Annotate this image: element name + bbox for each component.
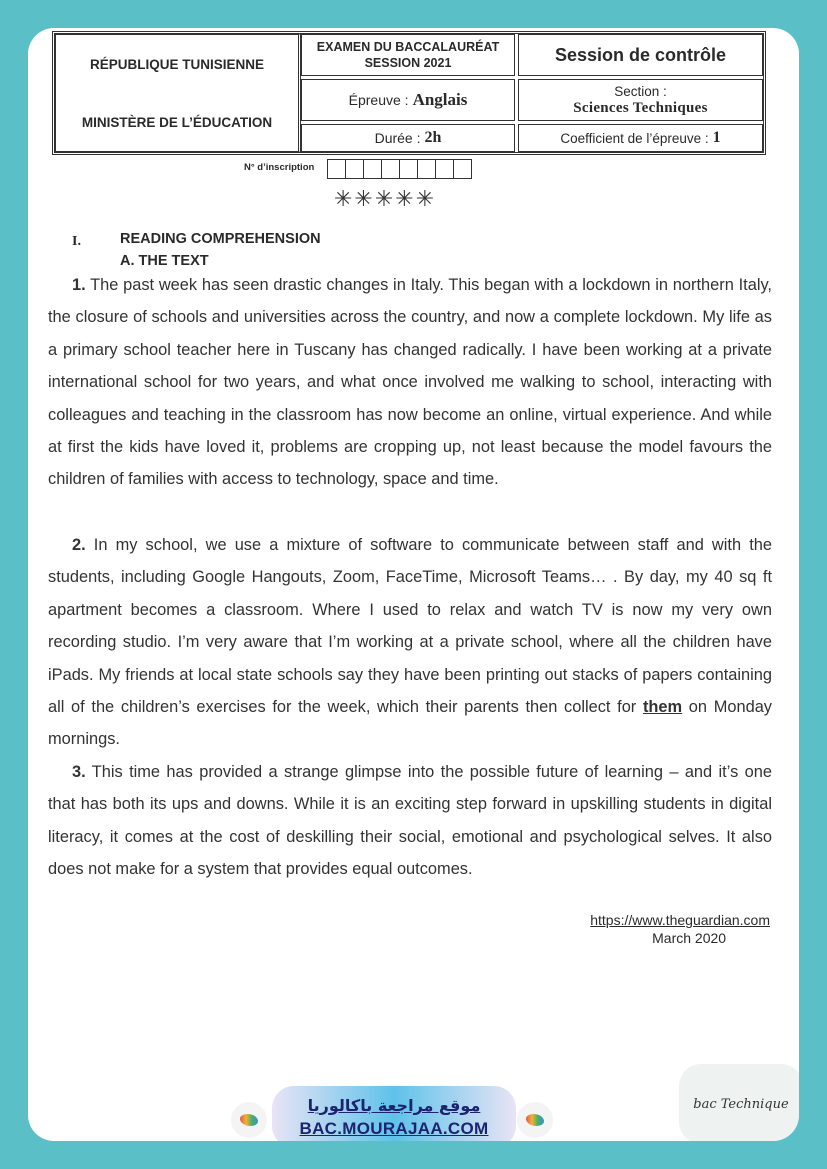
registration-digit-box[interactable]: [453, 159, 472, 179]
site-logo-icon: [517, 1102, 553, 1138]
registration-digit-box[interactable]: [327, 159, 346, 179]
source-url[interactable]: https://www.theguardian.com: [590, 912, 770, 928]
epreuve-cell: [301, 79, 515, 121]
paragraph-1: [48, 269, 772, 496]
coefficient-value: 1: [712, 129, 721, 146]
subsection-title: A. THE TEXT: [120, 253, 209, 269]
registration-digit-box[interactable]: [381, 159, 400, 179]
header-issuer-cell: [55, 34, 301, 152]
paragraph-number: 2.: [72, 536, 86, 554]
star-divider: ✳✳✳✳✳: [334, 186, 437, 211]
banner-arabic-title: موقع مراجعة باكالوريا: [307, 1096, 481, 1115]
exam-page: [28, 28, 799, 1141]
paragraph-text: The past week has seen drastic changes in Italy. This began with a lockdown in northern Italy, the closure of schools and universities across the country, and now a complete lockdown. My life as a primary school teacher here in Tuscany has changed radically. I have been working at a private international school for two years, and what once involved me walking to school, interacting with colleagues and teaching in the classroom has now become an online, virtual experience. And while at first the kids have loved it, problems are cropping up, not least because the model favours the children of families with access to technology, space and time.: [48, 276, 772, 489]
section-number: I.: [72, 234, 81, 249]
underlined-word-them: them: [642, 698, 683, 717]
site-banner[interactable]: [272, 1086, 516, 1141]
site-logo-icon: [231, 1102, 267, 1138]
section-value: Sciences Techniques: [573, 100, 708, 116]
exam-title: EXAMEN DU BACCALAURÉAT: [316, 40, 500, 54]
exam-header-table: [52, 31, 766, 155]
exam-session-year: SESSION 2021: [364, 56, 452, 70]
duree-value: 2h: [424, 129, 442, 146]
paragraph-3: [48, 756, 772, 886]
source-citation: [590, 911, 770, 947]
paragraph-text-end: on Monday mornings.: [48, 698, 772, 749]
registration-digit-box[interactable]: [345, 159, 364, 179]
coefficient-cell: [518, 124, 763, 152]
bac-technique-badge: bac Technique: [679, 1064, 799, 1141]
paragraph-number: 1.: [72, 276, 86, 294]
registration-number-boxes[interactable]: [328, 159, 472, 179]
registration-digit-box[interactable]: [363, 159, 382, 179]
epreuve-label: Épreuve :: [348, 92, 409, 108]
duree-label: Durée :: [374, 130, 421, 146]
ministry-label: MINISTÈRE DE L’ÉDUCATION: [81, 114, 273, 130]
duree-cell: [301, 124, 515, 152]
paragraph-text: In my school, we use a mixture of software to communicate between staff and with the students, including Google Hangouts, Zoom, FaceTime, Microsoft Teams… . By day, my 40 sq ft apartment becomes a classroom. Where I used to relax and watch TV is now my very own recording studio. I’m very aware that I’m working at a private school, where all the children have iPads. My friends at local state schools say they have been printing out stacks of papers containing all of the children’s exercises for the week, which their parents then collect for: [48, 536, 772, 717]
paragraph-2: [48, 529, 772, 756]
republic-label: RÉPUBLIQUE TUNISIENNE: [89, 56, 265, 72]
banner-site-link[interactable]: BAC.MOURAJAA.COM: [299, 1119, 489, 1138]
paragraph-number: 3.: [72, 763, 86, 781]
section-cell: [518, 79, 763, 121]
registration-digit-box[interactable]: [435, 159, 454, 179]
paragraph-text: This time has provided a strange glimpse into the possible future of learning – and it’s one that has both its ups and downs. While it is an exciting step forward in upskilling students in digital literacy, it comes at the cost of deskilling their social, emotional and psychological selves. It also does not make for a system that provides equal outcomes.: [48, 763, 772, 879]
epreuve-value: Anglais: [412, 90, 468, 109]
session-type: Session de contrôle: [518, 34, 763, 76]
coefficient-label: Coefficient de l’épreuve :: [560, 130, 709, 146]
section-label: Section :: [614, 84, 667, 99]
registration-label: N° d’inscription: [244, 162, 315, 173]
source-date: March 2020: [652, 930, 727, 946]
exam-title-cell: [301, 34, 515, 76]
section-title: READING COMPREHENSION: [120, 231, 321, 247]
registration-digit-box[interactable]: [399, 159, 418, 179]
registration-digit-box[interactable]: [417, 159, 436, 179]
